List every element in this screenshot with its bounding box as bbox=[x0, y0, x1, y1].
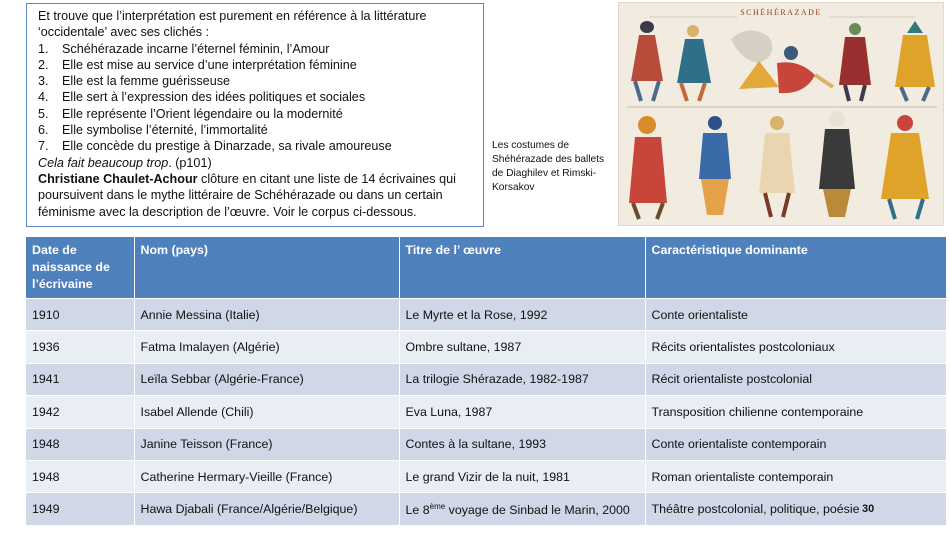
cell-date: 1910 bbox=[26, 299, 134, 331]
costume-figure bbox=[677, 25, 711, 101]
note-line bbox=[38, 155, 475, 171]
cell-date: 1948 bbox=[26, 460, 134, 492]
cell-name: Catherine Hermary-Vieille (France) bbox=[134, 460, 399, 492]
table-row bbox=[26, 331, 946, 363]
cell-title: Eva Luna, 1987 bbox=[399, 396, 645, 428]
cell-date: 1941 bbox=[26, 363, 134, 395]
list-item: 3. Elle est la femme guérisseuse bbox=[38, 74, 230, 89]
table-row bbox=[26, 460, 946, 492]
quote-textbox bbox=[26, 3, 484, 227]
table-row bbox=[26, 363, 946, 395]
costume-figures bbox=[619, 3, 944, 226]
cell-name: Fatma Imalayen (Algérie) bbox=[134, 331, 399, 363]
costume-figure bbox=[839, 23, 871, 101]
italic-note: Cela fait beaucoup trop bbox=[38, 155, 169, 170]
list-item: 4. Elle sert à l’expression des idées politiques et sociales bbox=[38, 90, 366, 105]
table-header-row bbox=[26, 237, 946, 299]
writers-table bbox=[26, 237, 947, 525]
costume-figure bbox=[731, 30, 779, 89]
cell-date: 1948 bbox=[26, 428, 134, 460]
cell-trait: Conte orientaliste bbox=[645, 299, 946, 331]
note-suffix: . (p101) bbox=[168, 155, 212, 170]
cell-name: Hawa Djabali (France/Algérie/Belgique) bbox=[134, 493, 399, 525]
cell-date: 1949 bbox=[26, 493, 134, 525]
header-name: Nom (pays) bbox=[134, 237, 399, 299]
costume-figure bbox=[895, 21, 935, 101]
table-row bbox=[26, 396, 946, 428]
cell-title: Ombre sultane, 1987 bbox=[399, 331, 645, 363]
list-item: 1. Schéhérazade incarne l’éternel féminin, l’Amour bbox=[38, 41, 330, 56]
cell-title: La trilogie Shérazade, 1982-1987 bbox=[399, 363, 645, 395]
cell-name: Leïla Sebbar (Algérie-France) bbox=[134, 363, 399, 395]
costume-figure bbox=[881, 115, 929, 219]
cell-date: 1936 bbox=[26, 331, 134, 363]
closing-text: clôture en citant une liste de 14 écrivaines qui poursuivent dans le mythe littéraire de Schéhérazade ou dans un certain féminisme avec la description de l’œuvre. Voir le corpus ci-dessous. bbox=[38, 171, 456, 219]
header-date: Date de naissance de l’écrivaine bbox=[26, 237, 134, 299]
cell-title: Le 8ème voyage de Sinbad le Marin, 2000 bbox=[399, 493, 645, 525]
cell-trait: Conte orientaliste contemporain bbox=[645, 428, 946, 460]
intro-text: Et trouve que l’interprétation est purement en référence à la littérature ‘occidentale’ avec ses clichés : bbox=[38, 9, 427, 40]
cell-name: Janine Teisson (France) bbox=[134, 428, 399, 460]
cell-trait: Roman orientaliste contemporain bbox=[645, 460, 946, 492]
author-name: Christiane Chaulet-Achour bbox=[38, 171, 198, 186]
header-title: Titre de l’ œuvre bbox=[399, 237, 645, 299]
table-row bbox=[26, 299, 946, 331]
table-row bbox=[26, 493, 946, 525]
table-row bbox=[26, 428, 946, 460]
image-caption: Les costumes de Shéhérazade des ballets de Diaghilev et Rimski-Korsakov bbox=[492, 140, 605, 194]
list-item: 7. Elle concède du prestige à Dinarzade, sa rivale amoureuse bbox=[38, 139, 392, 154]
cell-title: Le Myrte et la Rose, 1992 bbox=[399, 299, 645, 331]
cell-name: Isabel Allende (Chili) bbox=[134, 396, 399, 428]
cell-trait: Récits orientalistes postcoloniaux bbox=[645, 331, 946, 363]
cell-title: Le grand Vizir de la nuit, 1981 bbox=[399, 460, 645, 492]
costume-figure bbox=[699, 116, 731, 215]
page-number: 30 bbox=[862, 503, 875, 515]
closing-paragraph bbox=[38, 171, 475, 220]
cliches-list bbox=[38, 41, 475, 155]
cell-trait: Théâtre postcolonial, politique, poésie bbox=[645, 493, 946, 525]
list-item: 6. Elle symbolise l’éternité, l’immortalité bbox=[38, 123, 268, 138]
list-item: 2. Elle est mise au service d’une interprétation féminine bbox=[38, 57, 357, 72]
list-item: 5. Elle représente l’Orient légendaire ou la modernité bbox=[38, 106, 343, 121]
costume-illustration bbox=[618, 2, 944, 226]
costume-figure bbox=[819, 111, 855, 217]
cell-trait: Transposition chilienne contemporaine bbox=[645, 396, 946, 428]
cell-date: 1942 bbox=[26, 396, 134, 428]
costume-figure bbox=[631, 21, 663, 101]
costume-figure bbox=[759, 116, 795, 217]
cell-name: Annie Messina (Italie) bbox=[134, 299, 399, 331]
costume-figure bbox=[629, 116, 667, 219]
cell-title: Contes à la sultane, 1993 bbox=[399, 428, 645, 460]
header-trait: Caractéristique dominante bbox=[645, 237, 946, 299]
costume-figure bbox=[777, 46, 833, 93]
plate-title: SCHÉHÉRAZADE bbox=[740, 8, 822, 17]
cell-trait: Récit orientaliste postcolonial bbox=[645, 363, 946, 395]
